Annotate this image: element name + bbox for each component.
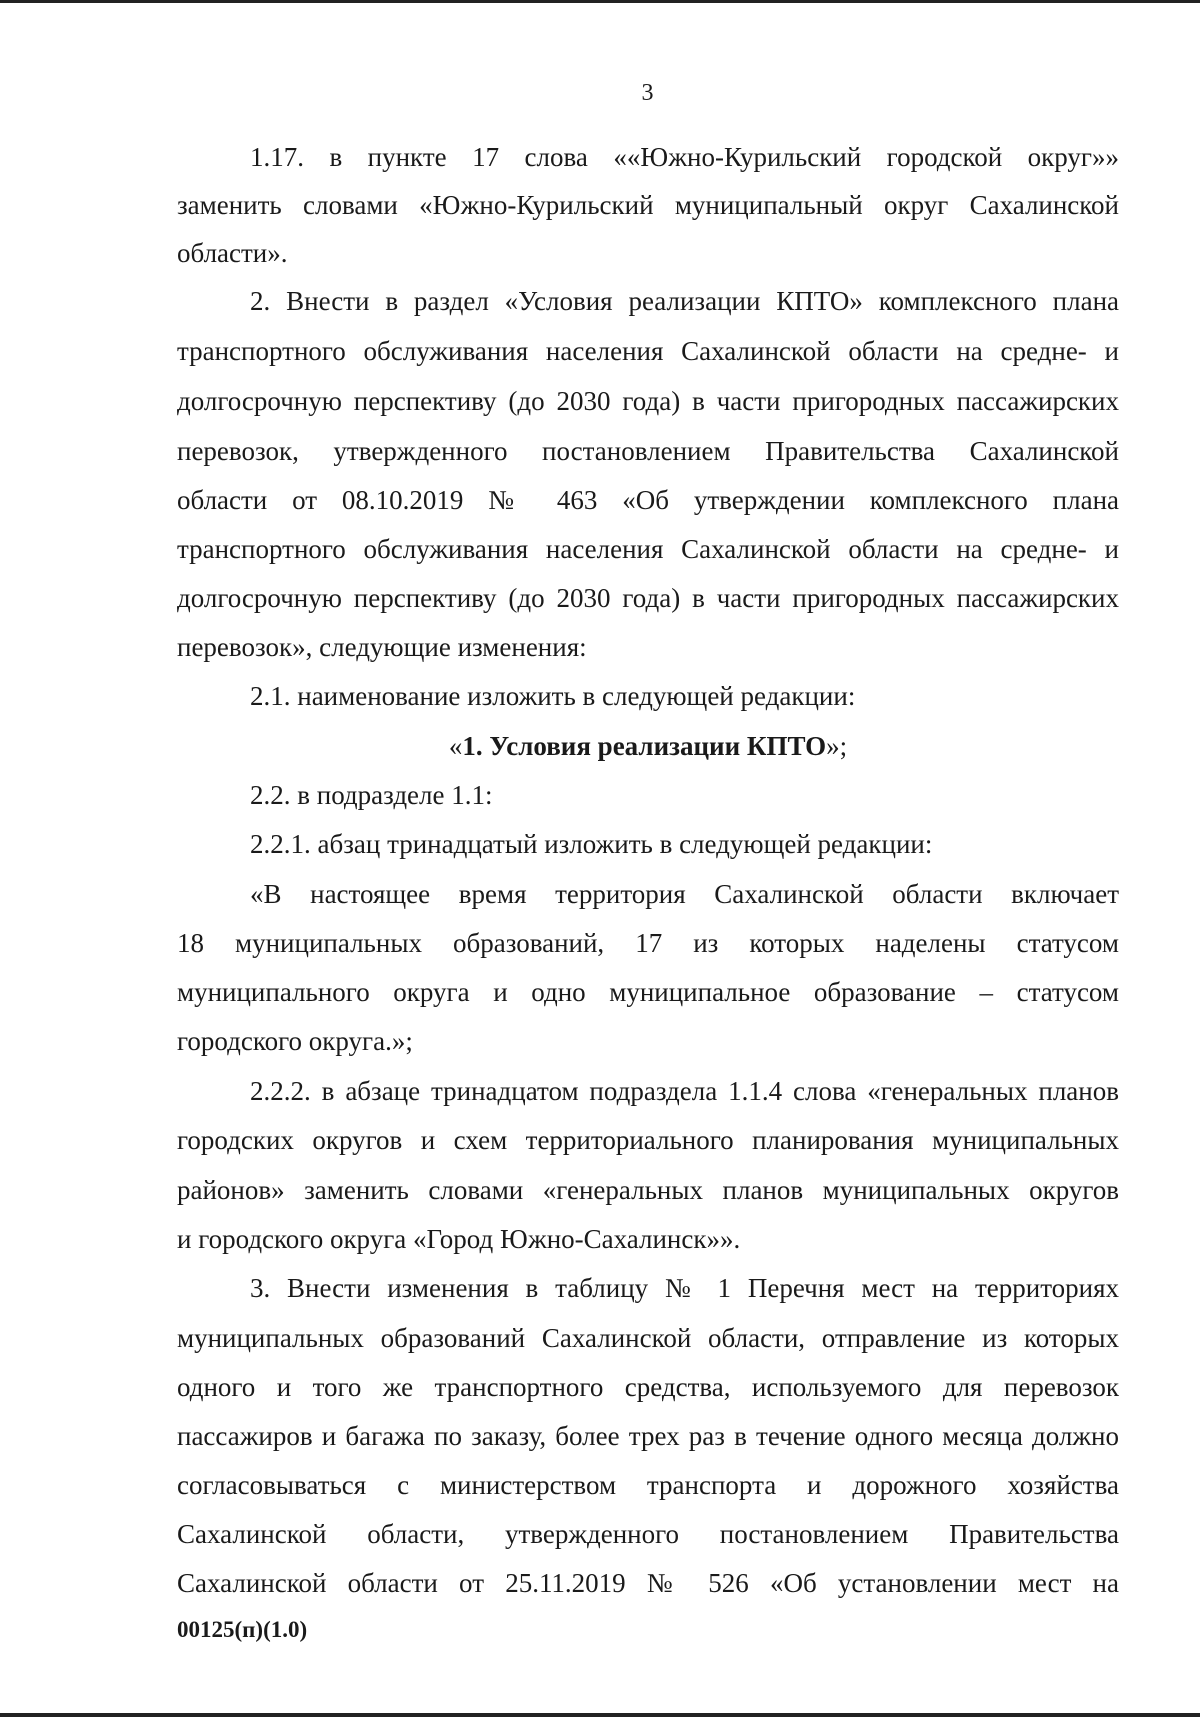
paragraph-line: муниципального округа и одно муниципальное образование – статусом — [177, 977, 1119, 1007]
paragraph-line: пассажиров и багажа по заказу, более трех раз в течение одного месяца должно — [177, 1421, 1119, 1451]
paragraph-line: транспортного обслуживания населения Сахалинской области на средне- и — [177, 336, 1119, 366]
paragraph-line: «В настоящее время территория Сахалинской области включает — [250, 879, 1119, 909]
paragraph-line: 2.2. в подразделе 1.1: — [250, 780, 493, 810]
paragraph-line: городских округов и схем территориального планирования муниципальных — [177, 1125, 1119, 1155]
paragraph-line: согласовываться с министерством транспорта и дорожного хозяйства — [177, 1470, 1119, 1500]
heading-title: 1. Условия реализации КПТО — [462, 731, 827, 761]
paragraph-line: муниципальных образований Сахалинской области, отправление из которых — [177, 1323, 1119, 1353]
page-number: 3 — [641, 80, 654, 106]
paragraph-line: области». — [177, 238, 288, 268]
paragraph-line: Сахалинской области, утвержденного постановлением Правительства — [177, 1519, 1119, 1549]
paragraph-line: долгосрочную перспективу (до 2030 года) в части пригородных пассажирских — [177, 386, 1119, 416]
heading-open-quote: « — [448, 731, 463, 761]
paragraph-line: 2.1. наименование изложить в следующей редакции: — [250, 681, 856, 711]
document-code: 00125(п)(1.0) — [177, 1617, 308, 1642]
heading-close-quote: »; — [826, 731, 848, 761]
paragraph-line: долгосрочную перспективу (до 2030 года) в части пригородных пассажирских — [177, 583, 1119, 613]
scan-bottom-edge — [0, 1713, 1200, 1717]
paragraph-line: 2.2.2. в абзаце тринадцатом подраздела 1.1.4 слова «генеральных планов — [250, 1076, 1119, 1106]
scan-top-edge — [0, 0, 1200, 3]
paragraph-line: 18 муниципальных образований, 17 из которых наделены статусом — [177, 928, 1119, 958]
paragraph-line: 2.2.1. абзац тринадцатый изложить в следующей редакции: — [250, 829, 933, 859]
paragraph-line: 1.17. в пункте 17 слова ««Южно-Курильский городской округ»» — [250, 142, 1119, 172]
paragraph-line: и городского округа «Город Южно-Сахалинск»». — [177, 1224, 741, 1254]
paragraph-line: заменить словами «Южно-Курильский муниципальный округ Сахалинской — [177, 190, 1119, 220]
paragraph-line: 2. Внести в раздел «Условия реализации КПТО» комплексного плана — [250, 286, 1119, 316]
paragraph-line: районов» заменить словами «генеральных планов муниципальных округов — [177, 1175, 1119, 1205]
paragraph-line: транспортного обслуживания населения Сахалинской области на средне- и — [177, 534, 1119, 564]
paragraph-line: перевозок, утвержденного постановлением Правительства Сахалинской — [177, 436, 1119, 466]
paragraph-line: 3. Внести изменения в таблицу № 1 Перечня мест на территориях — [250, 1273, 1119, 1303]
paragraph-line: Сахалинской области от 25.11.2019 № 526 «Об установлении мест на — [177, 1568, 1119, 1598]
paragraph-line: области от 08.10.2019 № 463 «Об утверждении комплексного плана — [177, 485, 1119, 515]
paragraph-line: перевозок», следующие изменения: — [177, 632, 587, 662]
paragraph-line: городского округа.»; — [177, 1026, 413, 1056]
section-heading — [177, 728, 1119, 764]
paragraph-line: одного и того же транспортного средства, используемого для перевозок — [177, 1372, 1119, 1402]
